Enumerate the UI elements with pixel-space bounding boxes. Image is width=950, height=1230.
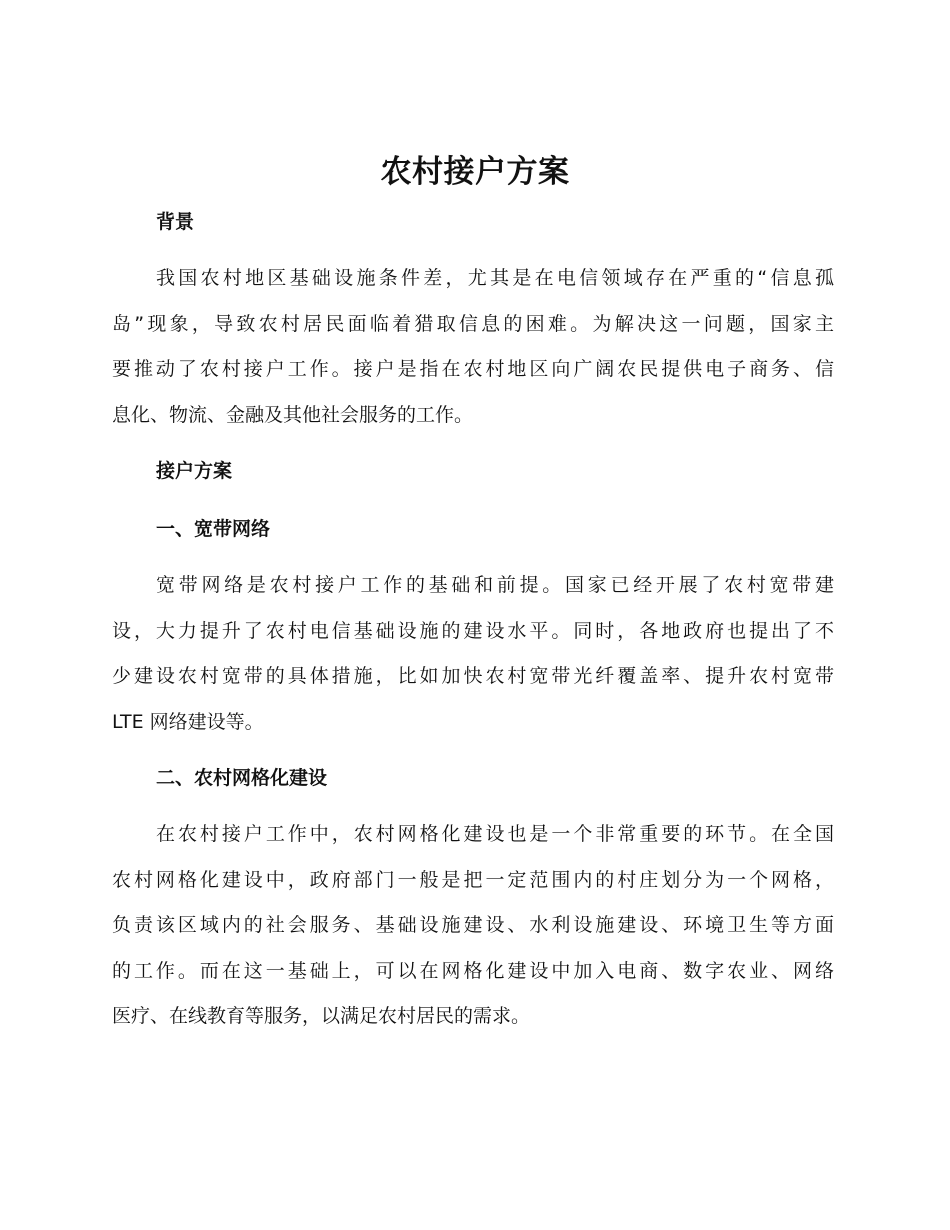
paragraph-line: 宽带网络是农村接户工作的基础和前提。国家已经开展了农村宽带建	[156, 574, 834, 596]
paragraph-line: 岛”现象，导致农村居民面临着猎取信息的困难。为解决这一问题，国家主	[112, 312, 834, 335]
paragraph-line: 要推动了农村接户工作。接户是指在农村地区向广阔农民提供电子商务、信	[112, 358, 834, 380]
background-paragraph	[112, 256, 834, 438]
paragraph-line: 在农村接户工作中，农村网格化建设也是一个非常重要的环节。在全国	[156, 823, 834, 845]
broadband-paragraph	[112, 563, 834, 745]
section-heading-plan: 接户方案	[156, 460, 233, 482]
section-heading-background: 背景	[156, 211, 195, 233]
paragraph-line: 我国农村地区基础设施条件差，尤其是在电信领域存在严重的“信息孤	[156, 267, 834, 289]
document-title: 农村接户方案	[380, 154, 570, 190]
paragraph-line: LTE 网络建设等。	[112, 710, 264, 733]
paragraph-line: 医疗、在线教育等服务，以满足农村居民的需求。	[112, 1005, 531, 1027]
paragraph-line: 息化、物流、金融及其他社会服务的工作。	[112, 403, 474, 426]
paragraph-line: 的工作。而在这一基础上，可以在网格化建设中加入电商、数字农业、网络	[112, 959, 834, 982]
paragraph-line: 设，大力提升了农村电信基础设施的建设水平。同时，各地政府也提出了不	[112, 619, 834, 642]
section-heading-grid: 二、农村网格化建设	[156, 767, 328, 789]
paragraph-line: 少建设农村宽带的具体措施，比如加快农村宽带光纤覆盖率、提升农村宽带	[112, 665, 834, 687]
paragraph-line: 农村网格化建设中，政府部门一般是把一定范围内的村庄划分为一个网格，	[112, 868, 834, 891]
paragraph-line: 负责该区域内的社会服务、基础设施建设、水利设施建设、环境卫生等方面	[112, 914, 834, 936]
section-heading-broadband: 一、宽带网络	[156, 518, 271, 540]
grid-paragraph	[112, 812, 834, 1040]
